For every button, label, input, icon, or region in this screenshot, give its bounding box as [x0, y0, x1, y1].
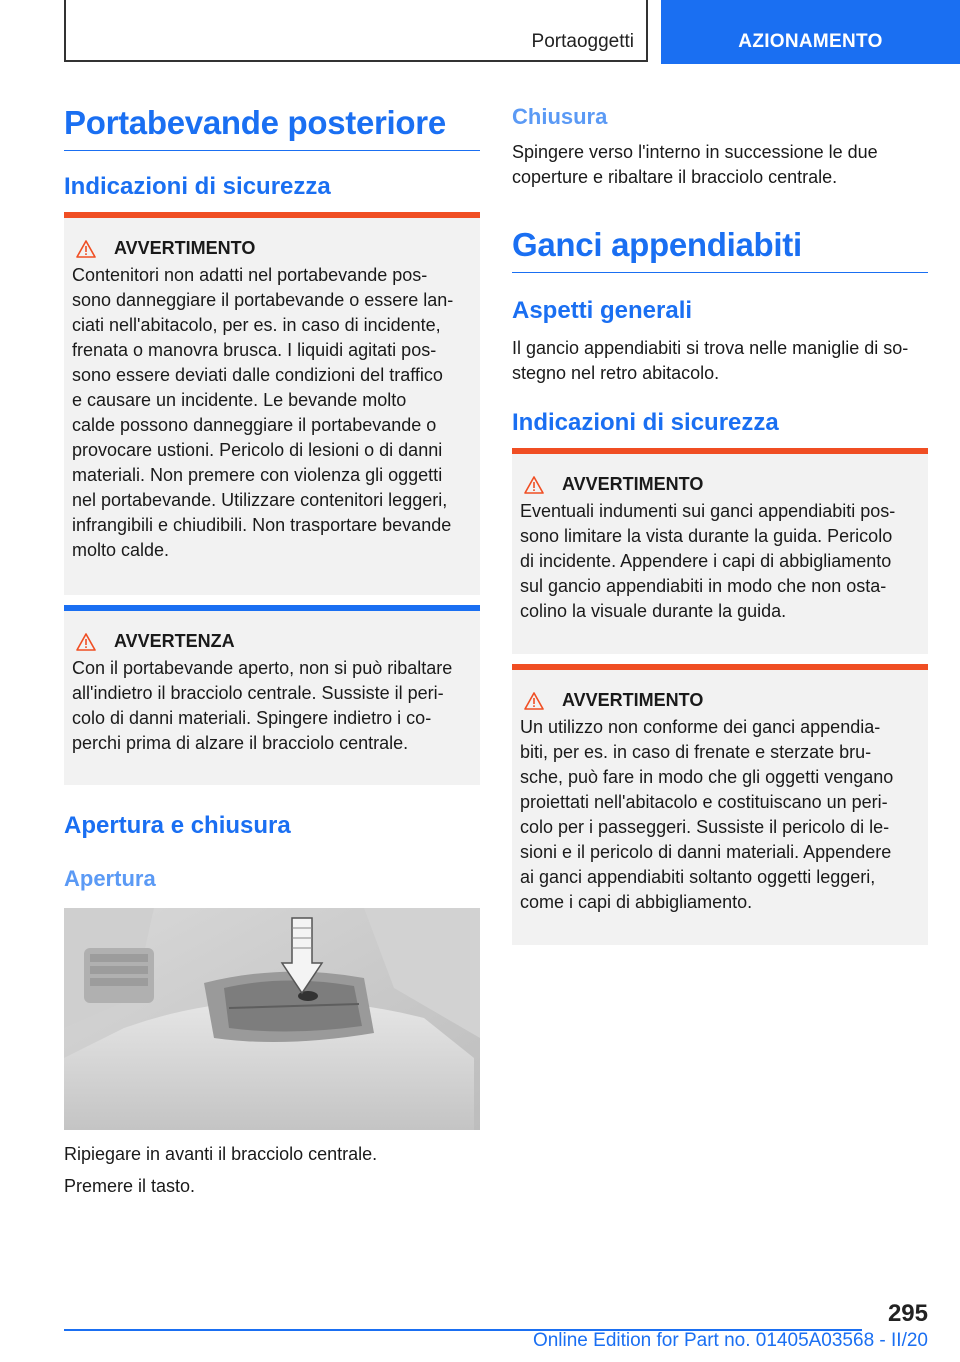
caution-icon	[76, 633, 96, 651]
step-fold-armrest: Ripiegare in avanti il bracciolo centrale.	[64, 1144, 378, 1164]
step-press-button: Premere il tasto.	[64, 1176, 196, 1196]
section-title: Portaoggetti	[531, 31, 634, 52]
header-bar	[64, 0, 648, 62]
closing-heading: Chiusura	[512, 104, 608, 129]
caution-title	[72, 631, 472, 652]
hooks-warning-box	[512, 448, 928, 654]
hooks-safety-heading: Indicazioni di sicurezza	[512, 409, 779, 436]
warning-label: AVVERTIMENTO	[114, 238, 256, 258]
safety-heading: Indicazioni di sicurezza	[64, 173, 331, 200]
hooks-title: Ganci appendiabiti	[512, 226, 928, 273]
hooks-warning-title-2	[520, 690, 920, 711]
warning-title	[72, 238, 472, 259]
hooks-warning-box-2	[512, 664, 928, 945]
edition-footer: Online Edition for Part no. 01405A03568 - II/20	[532, 1330, 928, 1351]
page-number: 295	[887, 1300, 928, 1327]
hooks-warning-title	[520, 474, 920, 495]
page-title: Portabevande posteriore	[64, 104, 480, 151]
hooks-warning-label: AVVERTIMENTO	[562, 474, 704, 494]
warning-icon	[524, 692, 544, 710]
hooks-warning-text: Eventuali indumenti sui ganci appendiabiti pos- sono limitare la vista durante la guida. Pericolo di incidente. Appendere i capi di abbigliamento sul gancio appendiabiti in modo che non osta- colino la visuale durante la guida.	[520, 501, 896, 621]
caution-text: Con il portabevande aperto, non si può ribaltare all'indietro il bracciolo centrale. Sussiste il peri- colo di danni materiali. Spingere indietro i co- perchi prima di alzare il bracciolo centrale.	[72, 658, 453, 753]
closing-text: Spingere verso l'interno in successione le due coperture e ribaltare il bracciolo centrale.	[512, 142, 878, 187]
hooks-warning-label-2: AVVERTIMENTO	[562, 690, 704, 710]
hooks-warning-text-2: Un utilizzo non conforme dei ganci appendia- biti, per es. in caso di frenate e sterzate bru- sche, può fare in modo che gli oggetti vengano proiettati nell'abitacolo e costituiscano un peri- colo per i passeggeri. Sussiste il pericolo di le- sioni e il pericolo di danni materiali. Appendere ai ganci appendiabiti soltanto oggetti leggeri, come i capi di abbigliamento.	[520, 717, 894, 912]
warning-text: Contenitori non adatti nel portabevande pos- sono danneggiare il portabevande o essere lan- ciati nell'abitacolo, per es. in caso di incidente, frenata o manovra brusca. I liquidi agitati pos- sono essere deviati dalle condizioni del traffico e causare un incidente. Le bevande molto calde possono danneggiare il portabevande o provocare ustioni. Pericolo di lesioni o di danni materiali. Non premere con violenza gli oggetti nel portabevande. Utilizzare contenitori leggeri, infrangibili e chiudibili. Non trasportare bevande molto calde.	[72, 265, 454, 560]
opening-heading: Apertura	[64, 866, 156, 891]
warning-icon	[524, 476, 544, 494]
general-heading: Aspetti generali	[512, 297, 693, 324]
warning-box	[64, 212, 480, 595]
general-text: Il gancio appendiabiti si trova nelle maniglie di so- stegno nel retro abitacolo.	[512, 338, 909, 383]
caution-label: AVVERTENZA	[114, 631, 235, 651]
warning-icon	[76, 240, 96, 258]
armrest-photo	[64, 908, 480, 1130]
caution-box	[64, 605, 480, 785]
open-close-heading: Apertura e chiusura	[64, 812, 291, 839]
chapter-tab[interactable]: AZIONAMENTO	[661, 0, 960, 64]
